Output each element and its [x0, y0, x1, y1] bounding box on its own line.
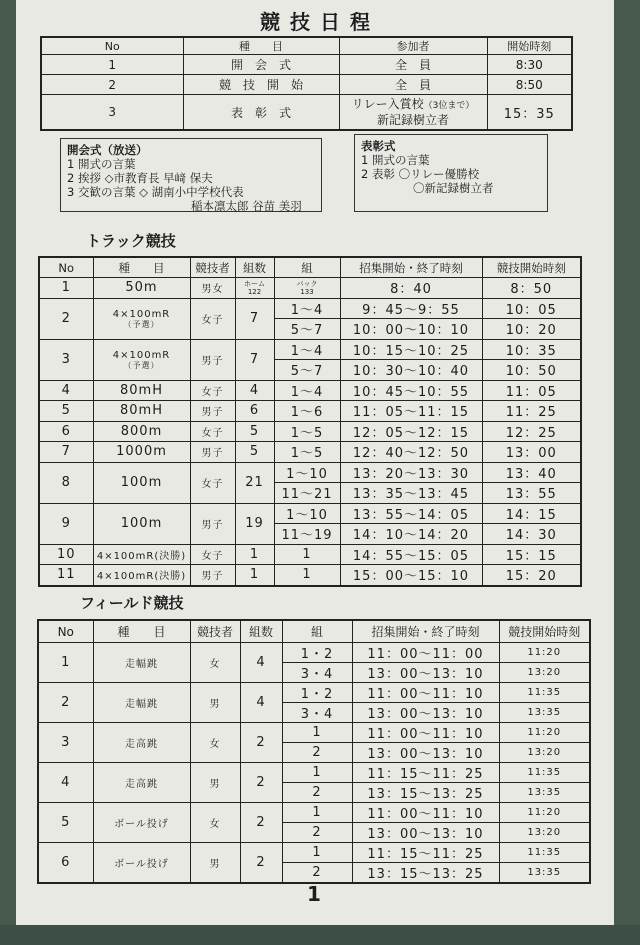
- field-event: 走高跳: [93, 763, 190, 803]
- track-call: 13：35〜13：45: [340, 483, 482, 504]
- track-start: 11：05: [482, 380, 581, 401]
- track-start: 13：00: [482, 442, 581, 463]
- page-number: 1: [307, 882, 321, 906]
- track-call: 8：40: [340, 278, 482, 299]
- track-event: 80mH: [93, 401, 190, 422]
- field-header-row: [38, 620, 590, 643]
- field-no: 5: [38, 803, 93, 843]
- awards-line: 1 開式の言葉: [361, 153, 430, 167]
- field-header: 組数: [240, 620, 282, 643]
- background-strip: [0, 925, 640, 945]
- field-kumi: 1: [282, 843, 352, 863]
- track-start: 10：35: [482, 339, 581, 360]
- field-groups: 2: [240, 803, 282, 843]
- track-groups: 1: [235, 565, 274, 586]
- field-section-title: フィールド競技: [80, 594, 184, 612]
- table-row: [39, 565, 581, 586]
- field-call: 11：00〜11：10: [352, 803, 499, 823]
- overview-row: [41, 55, 572, 75]
- track-gender: 女子: [190, 544, 235, 565]
- table-row: [39, 442, 581, 463]
- field-kumi: 3・4: [282, 663, 352, 683]
- field-kumi: 1: [282, 763, 352, 783]
- track-start: 11：25: [482, 401, 581, 422]
- overview-header-event: 種 目: [183, 37, 339, 55]
- track-event: 100m: [93, 462, 190, 503]
- table-row: [38, 843, 590, 863]
- track-groups: 4: [235, 380, 274, 401]
- field-start: 11:20: [499, 803, 590, 823]
- track-header: 組: [274, 257, 340, 278]
- field-start: 11:35: [499, 843, 590, 863]
- field-kumi: 2: [282, 823, 352, 843]
- track-kumi-back-count: 133: [300, 287, 314, 296]
- track-event-name: 4×100mR: [112, 308, 171, 320]
- track-start: 14：15: [482, 503, 581, 524]
- track-start: 15：15: [482, 544, 581, 565]
- track-start: 13：40: [482, 462, 581, 483]
- table-row: [39, 298, 581, 319]
- field-kumi: 1: [282, 803, 352, 823]
- track-kumi: 11〜21: [274, 483, 340, 504]
- track-header: 競技開始時刻: [482, 257, 581, 278]
- field-call: 13：15〜13：25: [352, 783, 499, 803]
- track-no: 11: [39, 565, 93, 586]
- field-groups: 2: [240, 843, 282, 884]
- awards-participants-line1: リレー入賞校: [351, 97, 424, 111]
- table-row: [39, 421, 581, 442]
- field-gender: 男: [190, 763, 240, 803]
- field-no: 1: [38, 643, 93, 683]
- opening-line: 3 交歓の言葉 ◇ 湖南小中学校代表: [67, 185, 244, 199]
- field-groups: 2: [240, 723, 282, 763]
- opening-ceremony-box: [60, 138, 322, 212]
- track-no: 4: [39, 380, 93, 401]
- track-groups: 7: [235, 298, 274, 339]
- track-header: No: [39, 257, 93, 278]
- track-groups: 5: [235, 442, 274, 463]
- track-header: 招集開始・終了時刻: [340, 257, 482, 278]
- field-start: 13:20: [499, 663, 590, 683]
- track-no: 5: [39, 401, 93, 422]
- field-header: 招集開始・終了時刻: [352, 620, 499, 643]
- track-event: 100m: [93, 503, 190, 544]
- table-row: [39, 380, 581, 401]
- field-kumi: 3・4: [282, 703, 352, 723]
- track-kumi: [274, 278, 340, 299]
- awards-participants-line2: 新記録樹立者: [376, 113, 449, 127]
- track-event: 50m: [93, 278, 190, 299]
- overview-header-no: No: [41, 37, 183, 55]
- field-gender: 女: [190, 803, 240, 843]
- track-no: 1: [39, 278, 93, 299]
- overview-table: [40, 36, 573, 131]
- page-title: 競技日程: [260, 10, 380, 34]
- field-header: No: [38, 620, 93, 643]
- field-call: 11：00〜11：10: [352, 723, 499, 743]
- field-kumi: 1: [282, 723, 352, 743]
- track-groups: 5: [235, 421, 274, 442]
- field-start: 13:35: [499, 783, 590, 803]
- field-call: 11：15〜11：25: [352, 843, 499, 863]
- field-start: 13:35: [499, 863, 590, 884]
- track-groups: [235, 278, 274, 299]
- track-kumi: 1〜10: [274, 462, 340, 483]
- awards-line: 2 表彰 〇リレー優勝校: [361, 167, 480, 181]
- track-no: 9: [39, 503, 93, 544]
- field-event: ボール投げ: [93, 803, 190, 843]
- table-row: [39, 278, 581, 299]
- field-table: [37, 619, 591, 884]
- table-row: [39, 544, 581, 565]
- field-start: 13:35: [499, 703, 590, 723]
- track-header: 競技者: [190, 257, 235, 278]
- overview-header-time: 開始時刻: [487, 37, 572, 55]
- field-groups: 4: [240, 683, 282, 723]
- opening-line: 1 開式の言葉: [67, 157, 136, 171]
- table-row: [39, 503, 581, 524]
- field-header: 種 目: [93, 620, 190, 643]
- track-call: 10：45〜10：55: [340, 380, 482, 401]
- awards-line: 〇新記録樹立者: [413, 181, 494, 195]
- track-gender: 男子: [190, 339, 235, 380]
- table-row: [38, 723, 590, 743]
- overview-no: 3: [41, 95, 183, 131]
- field-call: 13：00〜13：10: [352, 663, 499, 683]
- field-start: 11:35: [499, 683, 590, 703]
- track-call: 9：45〜9：55: [340, 298, 482, 319]
- table-row: [38, 643, 590, 663]
- track-call: 10：30〜10：40: [340, 360, 482, 381]
- track-gender: 男女: [190, 278, 235, 299]
- track-call: 12：05〜12：15: [340, 421, 482, 442]
- field-gender: 女: [190, 723, 240, 763]
- overview-header-participants: 参加者: [339, 37, 487, 55]
- track-start: 10：50: [482, 360, 581, 381]
- track-groups-home: ホーム: [244, 279, 265, 288]
- overview-event: 開 会 式: [183, 55, 339, 75]
- track-no: 3: [39, 339, 93, 380]
- track-call: 14：10〜14：20: [340, 524, 482, 545]
- track-groups: 21: [235, 462, 274, 503]
- track-start: 8：50: [482, 278, 581, 299]
- field-start: 11:20: [499, 723, 590, 743]
- track-start: 12：25: [482, 421, 581, 442]
- track-call: 12：40〜12：50: [340, 442, 482, 463]
- field-kumi: 2: [282, 743, 352, 763]
- track-call: 13：20〜13：30: [340, 462, 482, 483]
- opening-title: 開会式（放送）: [67, 143, 148, 157]
- track-kumi: 1: [274, 565, 340, 586]
- track-kumi: 1〜5: [274, 421, 340, 442]
- track-groups-home-count: 122: [247, 287, 262, 296]
- track-groups: 1: [235, 544, 274, 565]
- track-gender: 女子: [190, 462, 235, 503]
- field-no: 3: [38, 723, 93, 763]
- track-no: 2: [39, 298, 93, 339]
- field-start: 13:20: [499, 743, 590, 763]
- field-kumi: 2: [282, 783, 352, 803]
- track-header: 種 目: [93, 257, 190, 278]
- awards-title: 表彰式: [361, 139, 396, 153]
- table-row: [39, 462, 581, 483]
- track-call: 10：15〜10：25: [340, 339, 482, 360]
- field-start: 11:20: [499, 643, 590, 663]
- track-call: 13：55〜14：05: [340, 503, 482, 524]
- field-event: ボール投げ: [93, 843, 190, 884]
- track-start: 10：20: [482, 319, 581, 340]
- track-kumi: 5〜7: [274, 319, 340, 340]
- field-header: 組: [282, 620, 352, 643]
- field-call: 13：00〜13：10: [352, 743, 499, 763]
- overview-event: 競 技 開 始: [183, 75, 339, 95]
- track-call: 15：00〜15：10: [340, 565, 482, 586]
- track-gender: 男子: [190, 503, 235, 544]
- overview-participants: 全 員: [339, 55, 487, 75]
- field-call: 13：00〜13：10: [352, 703, 499, 723]
- opening-line: 2 挨拶 ◇市教育長 早﨑 保夫: [67, 171, 213, 185]
- track-section-title: トラック競技: [86, 232, 176, 250]
- field-no: 2: [38, 683, 93, 723]
- track-gender: 女子: [190, 380, 235, 401]
- field-gender: 男: [190, 843, 240, 884]
- overview-row: [41, 95, 572, 131]
- track-header-row: [39, 257, 581, 278]
- track-start: 10：05: [482, 298, 581, 319]
- track-header: 組数: [235, 257, 274, 278]
- overview-header-row: [41, 37, 572, 55]
- field-call: 11：15〜11：25: [352, 763, 499, 783]
- track-kumi: 11〜19: [274, 524, 340, 545]
- track-event: 4×100mR(決勝): [93, 544, 190, 565]
- table-row: [39, 339, 581, 360]
- field-start: 11:35: [499, 763, 590, 783]
- track-event-name: 4×100mR: [112, 349, 171, 361]
- track-kumi: 1〜4: [274, 298, 340, 319]
- track-event: [93, 298, 190, 339]
- track-kumi-back: バック: [296, 279, 318, 288]
- field-no: 4: [38, 763, 93, 803]
- overview-no: 2: [41, 75, 183, 95]
- field-start: 13:20: [499, 823, 590, 843]
- overview-time: 8:30: [487, 55, 572, 75]
- field-gender: 男: [190, 683, 240, 723]
- field-header: 競技開始時刻: [499, 620, 590, 643]
- field-gender: 女: [190, 643, 240, 683]
- track-no: 8: [39, 462, 93, 503]
- track-event: 800m: [93, 421, 190, 442]
- track-kumi: 1: [274, 544, 340, 565]
- track-gender: 女子: [190, 298, 235, 339]
- opening-line: 稲本凛太郎 谷苗 美羽: [191, 199, 302, 213]
- track-start: 14：30: [482, 524, 581, 545]
- table-row: [38, 683, 590, 703]
- field-call: 11：00〜11：00: [352, 643, 499, 663]
- track-call: 11：05〜11：15: [340, 401, 482, 422]
- track-gender: 男子: [190, 401, 235, 422]
- field-event: 走高跳: [93, 723, 190, 763]
- field-kumi: 2: [282, 863, 352, 884]
- field-no: 6: [38, 843, 93, 884]
- track-event-note: （予選）: [123, 319, 160, 329]
- overview-participants: 全 員: [339, 75, 487, 95]
- track-groups: 6: [235, 401, 274, 422]
- field-kumi: 1・2: [282, 683, 352, 703]
- overview-no: 1: [41, 55, 183, 75]
- track-call: 14：55〜15：05: [340, 544, 482, 565]
- track-event-note: （予選）: [123, 360, 160, 370]
- awards-ceremony-box: [354, 134, 548, 212]
- overview-time: 8:50: [487, 75, 572, 95]
- track-table: [38, 256, 582, 587]
- track-event: 80mH: [93, 380, 190, 401]
- field-header: 競技者: [190, 620, 240, 643]
- overview-participants: [339, 95, 487, 131]
- track-gender: 女子: [190, 421, 235, 442]
- field-call: 13：15〜13：25: [352, 863, 499, 884]
- track-event: 4×100mR(決勝): [93, 565, 190, 586]
- field-event: 走幅跳: [93, 683, 190, 723]
- track-kumi: 1〜4: [274, 339, 340, 360]
- track-no: 10: [39, 544, 93, 565]
- table-row: [38, 803, 590, 823]
- track-kumi: 1〜5: [274, 442, 340, 463]
- track-event: [93, 339, 190, 380]
- table-row: [38, 763, 590, 783]
- track-kumi: 1〜4: [274, 380, 340, 401]
- track-groups: 19: [235, 503, 274, 544]
- track-groups: 7: [235, 339, 274, 380]
- track-kumi: 1〜6: [274, 401, 340, 422]
- field-groups: 2: [240, 763, 282, 803]
- overview-time: 15：35: [487, 95, 572, 131]
- field-event: 走幅跳: [93, 643, 190, 683]
- table-row: [39, 401, 581, 422]
- field-call: 13：00〜13：10: [352, 823, 499, 843]
- track-gender: 男子: [190, 565, 235, 586]
- awards-participants-note: （3位まで）: [423, 101, 475, 111]
- track-no: 6: [39, 421, 93, 442]
- overview-row: [41, 75, 572, 95]
- field-groups: 4: [240, 643, 282, 683]
- track-kumi: 5〜7: [274, 360, 340, 381]
- field-call: 11：00〜11：10: [352, 683, 499, 703]
- track-start: 13：55: [482, 483, 581, 504]
- track-no: 7: [39, 442, 93, 463]
- track-gender: 男子: [190, 442, 235, 463]
- track-kumi: 1〜10: [274, 503, 340, 524]
- field-kumi: 1・2: [282, 643, 352, 663]
- track-call: 10：00〜10：10: [340, 319, 482, 340]
- overview-event: 表 彰 式: [183, 95, 339, 131]
- track-event: 1000m: [93, 442, 190, 463]
- track-start: 15：20: [482, 565, 581, 586]
